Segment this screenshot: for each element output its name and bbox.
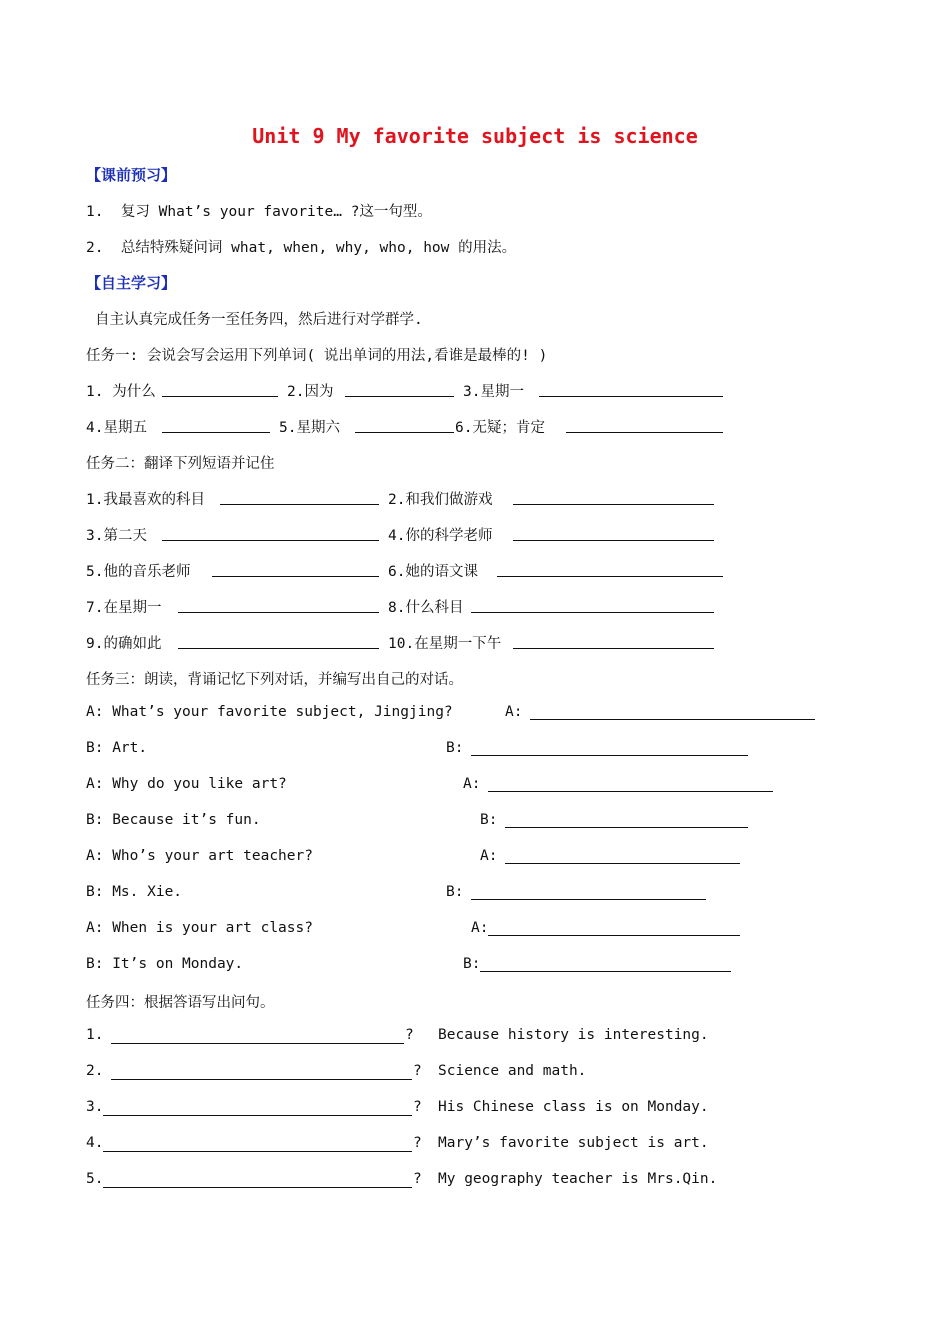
task2-item-10: 10.在星期一下午 (388, 636, 502, 652)
task2-item-6: 6.她的语文课 (388, 564, 478, 580)
task1-blank-4[interactable] (162, 432, 270, 433)
task1-blank-2[interactable] (345, 396, 454, 397)
task2-item-1: 1.我最喜欢的科目 (86, 492, 205, 508)
question-number-2: 2. (86, 1063, 104, 1079)
dialogue-line-1: A: What’s your favorite subject, Jingjing? (86, 704, 453, 720)
reply-label-7: A: (471, 920, 489, 936)
task2-blank-3[interactable] (162, 540, 379, 541)
section-heading-preview: 【课前预习】 (86, 166, 177, 184)
question-blank-4[interactable] (103, 1151, 412, 1152)
reply-label-8: B: (463, 956, 481, 972)
task2-item-4: 4.你的科学老师 (388, 528, 493, 544)
question-mark-4: ? (413, 1135, 422, 1151)
task1-item-2: 2.因为 (287, 384, 334, 400)
reply-blank-2[interactable] (471, 755, 748, 756)
task3-heading: 任务三：朗读，背诵记忆下列对话，并编写出自己的对话。 (86, 672, 463, 688)
task1-blank-1[interactable] (162, 396, 278, 397)
answer-1: Because history is interesting. (438, 1027, 709, 1043)
question-blank-2[interactable] (111, 1079, 412, 1080)
question-mark-2: ? (413, 1063, 422, 1079)
question-mark-1: ? (405, 1027, 414, 1043)
dialogue-line-3: A: Why do you like art? (86, 776, 287, 792)
question-number-4: 4. (86, 1135, 104, 1151)
task2-blank-8[interactable] (471, 612, 714, 613)
question-mark-3: ? (413, 1099, 422, 1115)
preview-item-2: 2. 总结特殊疑问词 what, when, why, who, how 的用法。 (86, 240, 517, 256)
task2-item-9: 9.的确如此 (86, 636, 162, 652)
reply-blank-3[interactable] (488, 791, 773, 792)
task2-item-7: 7.在星期一 (86, 600, 162, 616)
task1-blank-6[interactable] (566, 432, 723, 433)
preview-item-1: 1. 复习 What’s your favorite… ?这一句型。 (86, 204, 432, 220)
task2-blank-9[interactable] (178, 648, 379, 649)
reply-label-6: B: (446, 884, 464, 900)
reply-label-3: A: (463, 776, 481, 792)
task2-blank-10[interactable] (513, 648, 714, 649)
dialogue-line-7: A: When is your art class? (86, 920, 313, 936)
task2-item-3: 3.第二天 (86, 528, 147, 544)
task1-item-6: 6.无疑；肯定 (455, 420, 545, 436)
reply-label-2: B: (446, 740, 464, 756)
task1-blank-3[interactable] (539, 396, 723, 397)
reply-blank-5[interactable] (505, 863, 740, 864)
reply-blank-4[interactable] (505, 827, 748, 828)
task1-heading: 任务一: 会说会写会运用下列单词( 说出单词的用法,看谁是最棒的! ) (86, 348, 548, 364)
question-blank-5[interactable] (103, 1187, 412, 1188)
answer-2: Science and math. (438, 1063, 587, 1079)
question-blank-1[interactable] (111, 1043, 404, 1044)
dialogue-line-2: B: Art. (86, 740, 148, 756)
task2-blank-5[interactable] (212, 576, 379, 577)
task2-item-5: 5.他的音乐老师 (86, 564, 191, 580)
task1-blank-5[interactable] (355, 432, 454, 433)
answer-5: My geography teacher is Mrs.Qin. (438, 1171, 718, 1187)
reply-blank-1[interactable] (530, 719, 815, 720)
task2-blank-2[interactable] (513, 504, 714, 505)
reply-label-4: B: (480, 812, 498, 828)
question-blank-3[interactable] (103, 1115, 412, 1116)
task2-heading: 任务二：翻译下列短语并记住 (86, 456, 275, 472)
task2-item-2: 2.和我们做游戏 (388, 492, 493, 508)
task1-item-3: 3.星期一 (463, 384, 524, 400)
dialogue-line-4: B: Because it’s fun. (86, 812, 261, 828)
reply-label-5: A: (480, 848, 498, 864)
question-number-1: 1. (86, 1027, 104, 1043)
task2-blank-4[interactable] (513, 540, 714, 541)
task2-blank-1[interactable] (220, 504, 379, 505)
task4-heading: 任务四：根据答语写出问句。 (86, 995, 275, 1011)
task2-item-8: 8.什么科目 (388, 600, 464, 616)
dialogue-line-5: A: Who’s your art teacher? (86, 848, 313, 864)
question-number-5: 5. (86, 1171, 104, 1187)
task2-blank-7[interactable] (178, 612, 379, 613)
task1-item-1: 1. 为什么 (86, 384, 156, 400)
reply-blank-7[interactable] (488, 935, 740, 936)
question-number-3: 3. (86, 1099, 104, 1115)
answer-3: His Chinese class is on Monday. (438, 1099, 709, 1115)
reply-blank-6[interactable] (471, 899, 706, 900)
section-heading-self-study: 【自主学习】 (86, 274, 177, 292)
question-mark-5: ? (413, 1171, 422, 1187)
task2-blank-6[interactable] (497, 576, 723, 577)
task1-item-4: 4.星期五 (86, 420, 147, 436)
page-title: Unit 9 My favorite subject is science (252, 124, 698, 148)
dialogue-line-6: B: Ms. Xie. (86, 884, 183, 900)
intro-text: 自主认真完成任务一至任务四，然后进行对学群学. (95, 312, 423, 328)
reply-blank-8[interactable] (480, 971, 731, 972)
reply-label-1: A: (505, 704, 523, 720)
task1-item-5: 5.星期六 (279, 420, 340, 436)
dialogue-line-8: B: It’s on Monday. (86, 956, 244, 972)
answer-4: Mary’s favorite subject is art. (438, 1135, 709, 1151)
